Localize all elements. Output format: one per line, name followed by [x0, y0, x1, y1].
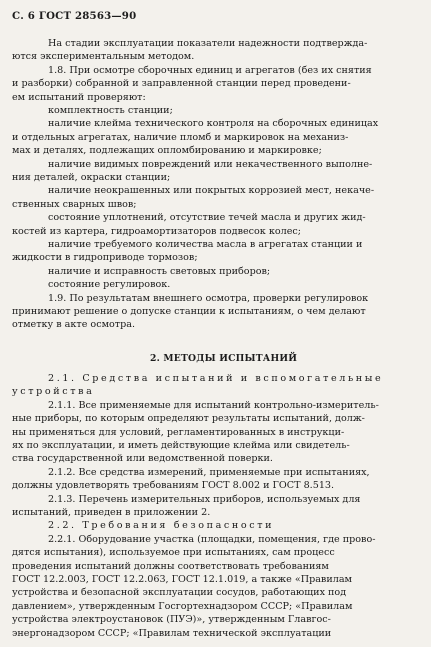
- text-line: ях по эксплуатации, и иметь действующие клейма или свидетель-: [12, 440, 350, 451]
- text-line: принимают решение о допуске станции к испытаниям, о чем делают: [12, 306, 366, 317]
- text-line: ные приборы, по которым определяют результаты испытаний, долж-: [12, 413, 365, 424]
- text-line: ются экспериментальным методом.: [12, 51, 195, 62]
- text-line: давлением», утвержденным Госгортехнадзором СССР; «Правилам: [12, 601, 353, 612]
- text-line: На стадии эксплуатации показатели надежности подтвержда-: [48, 38, 368, 49]
- text-line: устройства и безопасной эксплуатации сосудов, работающих под: [12, 587, 347, 598]
- text-line: 2.1.3. Перечень измерительных приборов, используемых для: [48, 494, 361, 505]
- text-line: наличие видимых повреждений или некачественного выполне-: [48, 159, 373, 170]
- text-line: 2.1.2. Все средства измерений, применяемые при испытаниях,: [48, 467, 370, 478]
- text-line: ГОСТ 12.2.003, ГОСТ 12.2.063, ГОСТ 12.1.019, а также «Правилам: [12, 574, 352, 585]
- text-line: комплектность станции;: [48, 105, 173, 116]
- text-line: мах и деталях, подлежащих опломбированию и маркировке;: [12, 145, 322, 156]
- text-line: дятся испытания), используемое при испытаниях, сам процесс: [12, 547, 335, 558]
- text-line: жидкости в гидроприводе тормозов;: [12, 252, 198, 263]
- text-line: испытаний, приведен в приложении 2.: [12, 507, 211, 518]
- page-header: С. 6 ГОСТ 28563—90: [12, 10, 137, 22]
- text-line: состояние регулировок.: [48, 279, 171, 290]
- text-line: костей из картера, гидроамортизаторов подвесок колес;: [12, 226, 302, 237]
- text-line: 2.2.1. Оборудование участка (площадки, помещения, где прово-: [48, 534, 376, 545]
- text-line: 1.9. По результатам внешнего осмотра, проверки регулировок: [48, 293, 369, 304]
- text-line: ем испытаний проверяют:: [12, 92, 146, 103]
- text-line: 1.8. При осмотре сборочных единиц и агрегатов (без их снятия: [48, 65, 372, 76]
- text-line: наличие неокрашенных или покрытых коррозией мест, некаче-: [48, 185, 375, 196]
- text-line: отметку в акте осмотра.: [12, 319, 136, 330]
- text-line: должны удовлетворять требованиям ГОСТ 8.002 и ГОСТ 8.513.: [12, 480, 335, 491]
- text-line: проведения испытаний должны соответствовать требованиям: [12, 561, 329, 572]
- subsection-heading: 2.1. Средства испытаний и вспомогательные: [48, 373, 384, 384]
- text-line: ства государственной или ведомственной поверки.: [12, 453, 273, 464]
- text-line: наличие требуемого количества масла в агрегатах станции и: [48, 239, 363, 250]
- text-line: и разборки) собранной и заправленной станции перед проведени-: [12, 78, 351, 89]
- subsection-heading: 2.2. Требования безопасности: [48, 520, 275, 531]
- text-line: наличие клейма технического контроля на сборочных единицах: [48, 118, 379, 129]
- text-line: 2.1.1. Все применяемые для испытаний контрольно-измеритель-: [48, 400, 379, 411]
- text-line: энергонадзором СССР; «Правилам технической эксплуатации: [12, 628, 332, 639]
- text-line: ственных сварных швов;: [12, 199, 137, 210]
- text-line: ния деталей, окраски станции;: [12, 172, 171, 183]
- text-line: наличие и исправность световых приборов;: [48, 266, 271, 277]
- text-line: устройства электроустановок (ПУЭ)», утвержденным Главгос-: [12, 614, 331, 625]
- subsection-heading: устройства: [12, 386, 95, 397]
- text-line: ны применяться для условий, регламентированных в инструкци-: [12, 427, 345, 438]
- text-line: состояние уплотнений, отсутствие течей масла и других жид-: [48, 212, 366, 223]
- text-line: и отдельных агрегатах, наличие пломб и маркировок на механиз-: [12, 132, 349, 143]
- section-heading: 2. МЕТОДЫ ИСПЫТАНИЙ: [150, 353, 298, 364]
